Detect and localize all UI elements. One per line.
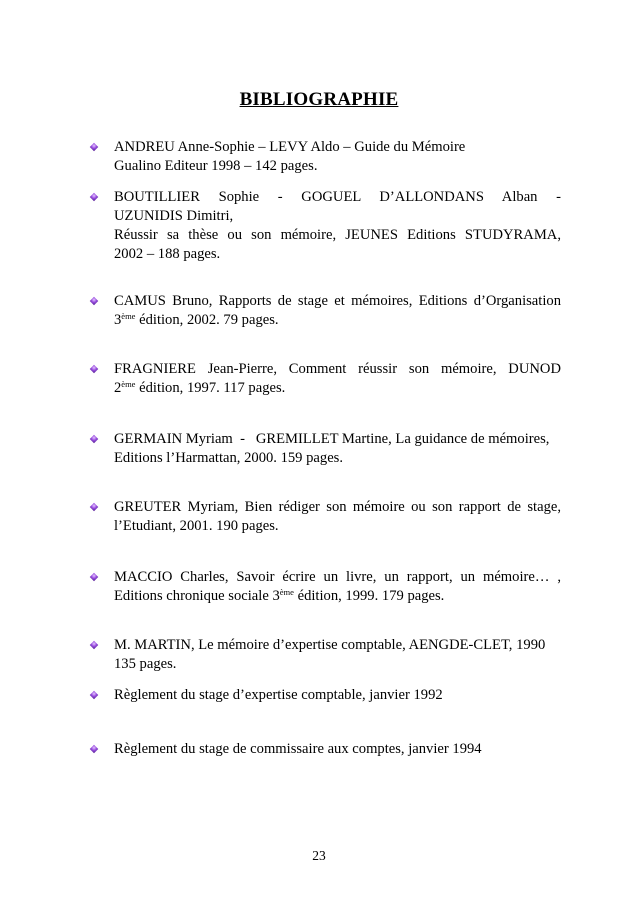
entry-line: GERMAIN Myriam - GREMILLET Martine, La guidance de mémoires, <box>114 431 550 447</box>
entry-line: 135 pages. <box>114 656 177 672</box>
entry-line: Réussir sa thèse ou son mémoire, JEUNES Editions STUDYRAMA, <box>114 227 561 243</box>
entry-line: BOUTILLIER Sophie - GOGUEL D’ALLONDANS Alban - <box>114 189 561 205</box>
edition-superscript: ème <box>121 311 136 321</box>
edition-text: édition, 1999. 179 pages. <box>293 588 445 604</box>
entry-line: MACCIO Charles, Savoir écrire un livre, un rapport, un mémoire… , <box>114 569 561 585</box>
entry-edition-line <box>114 587 561 606</box>
entry-line: ANDREU Anne-Sophie – LEVY Aldo – Guide du Mémoire <box>114 139 466 155</box>
entry-line: M. MARTIN, Le mémoire d’expertise comptable, AENGDE-CLET, 1990 <box>114 637 546 653</box>
diamond-bullet-icon <box>90 745 98 753</box>
diamond-bullet-icon <box>90 365 98 373</box>
entry-line: UZUNIDIS Dimitri, <box>114 208 234 224</box>
entry-line: Editions l’Harmattan, 2000. 159 pages. <box>114 450 343 466</box>
bibliography-entry-martin <box>91 636 561 674</box>
page-number: 23 <box>312 848 326 863</box>
entry-line: l’Etudiant, 2001. 190 pages. <box>114 518 279 534</box>
edition-number: 2 <box>114 380 122 396</box>
entry-edition-line <box>114 311 561 330</box>
bibliography-entry-maccio <box>91 568 561 606</box>
diamond-bullet-icon <box>90 435 98 443</box>
diamond-bullet-icon <box>90 691 98 699</box>
diamond-bullet-icon <box>90 297 98 305</box>
edition-text: édition, 2002. 79 pages. <box>135 312 279 328</box>
entry-line: FRAGNIERE Jean-Pierre, Comment réussir son mémoire, DUNOD <box>114 361 561 377</box>
bibliography-entry-reglement-1992 <box>91 686 561 705</box>
diamond-bullet-icon <box>90 143 98 151</box>
edition-prefix: Editions chronique sociale <box>114 588 273 604</box>
bibliography-entry-boutillier <box>91 188 561 264</box>
bibliography-entry-germain <box>91 430 561 468</box>
edition-number: 3 <box>272 588 280 604</box>
bibliography-entry-camus <box>91 292 561 330</box>
entry-line: CAMUS Bruno, Rapports de stage et mémoires, Editions d’Organisation <box>114 293 561 309</box>
entry-line: Règlement du stage de commissaire aux comptes, janvier 1994 <box>114 741 482 757</box>
diamond-bullet-icon <box>90 503 98 511</box>
bibliography-entry-fragniere <box>91 360 561 398</box>
edition-number: 3 <box>114 312 122 328</box>
page-title: BIBLIOGRAPHIE <box>239 89 399 110</box>
bibliography-entry-andreu <box>91 138 561 176</box>
entry-edition-line <box>114 379 561 398</box>
bibliography-entry-greuter <box>91 498 561 536</box>
entry-line: Règlement du stage d’expertise comptable, janvier 1992 <box>114 687 443 703</box>
diamond-bullet-icon <box>90 641 98 649</box>
bibliography-entry-reglement-1994 <box>91 740 561 759</box>
entry-line: 2002 – 188 pages. <box>114 246 221 262</box>
entry-line: Gualino Editeur 1998 – 142 pages. <box>114 158 318 174</box>
diamond-bullet-icon <box>90 193 98 201</box>
edition-text: édition, 1997. 117 pages. <box>135 380 286 396</box>
entry-line: GREUTER Myriam, Bien rédiger son mémoire ou son rapport de stage, <box>114 499 561 515</box>
edition-superscript: ème <box>121 379 136 389</box>
diamond-bullet-icon <box>90 573 98 581</box>
edition-superscript: ème <box>279 587 294 597</box>
